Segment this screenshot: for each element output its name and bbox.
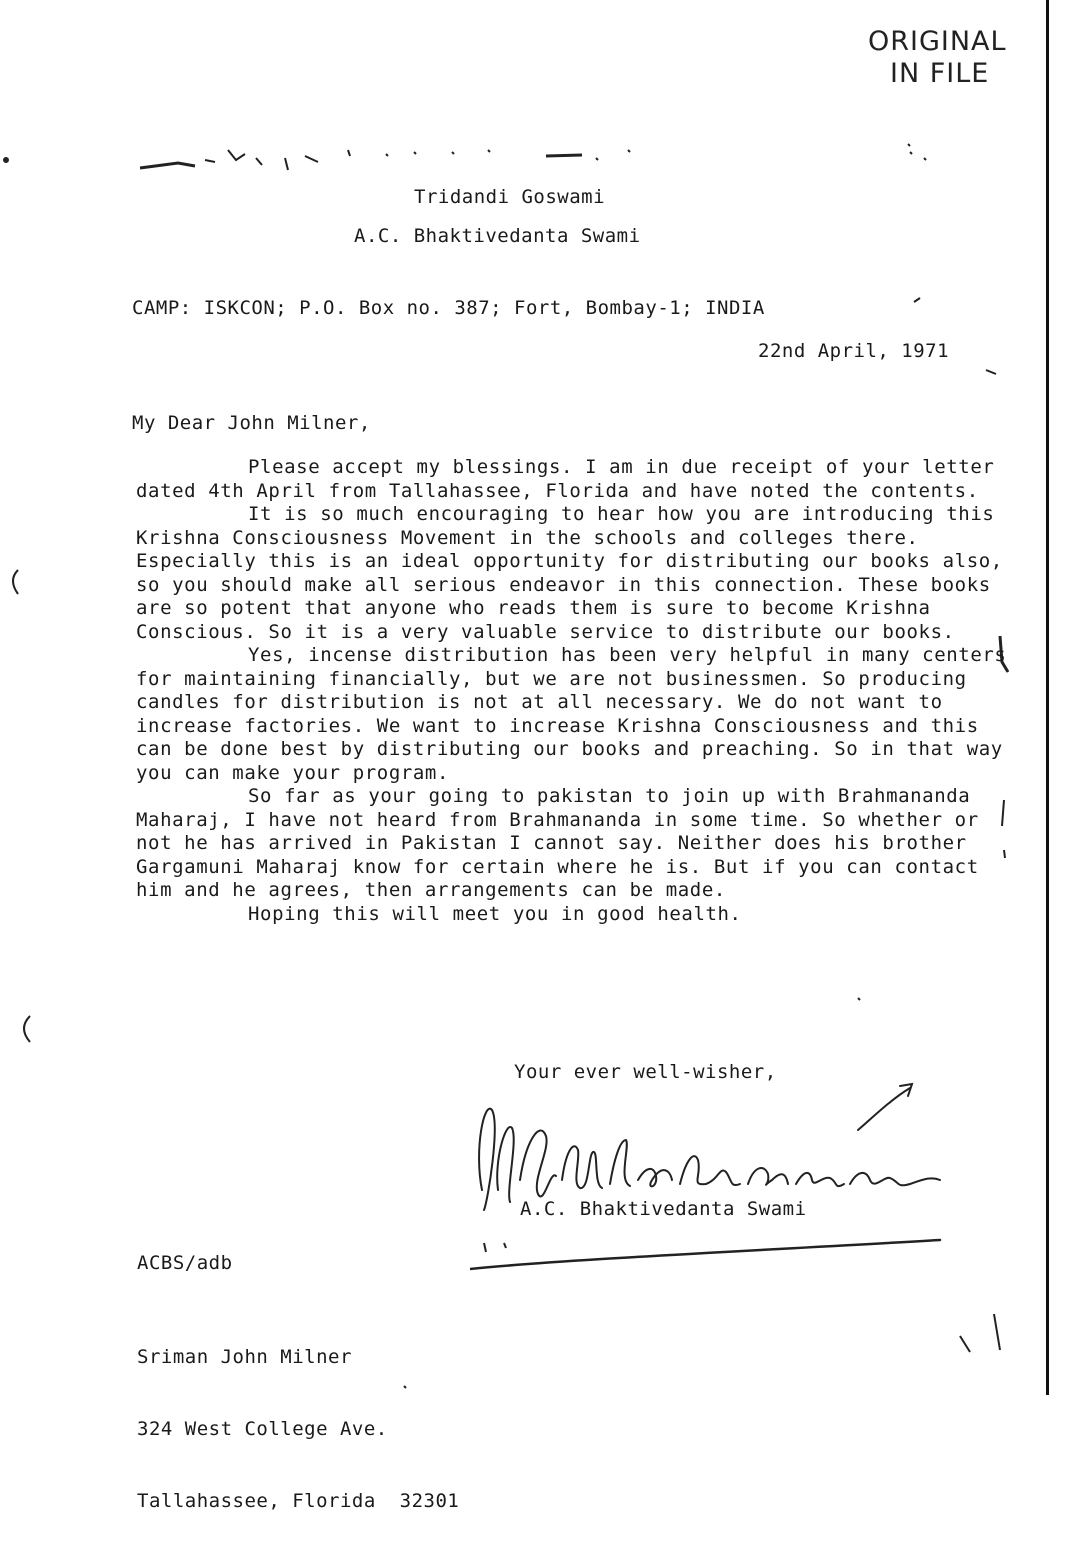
- address-line-3: Tallahassee, Florida 32301: [137, 1490, 460, 1512]
- reference-initials: ACBS/adb: [137, 1252, 233, 1274]
- paragraph-1: Please accept my blessings. I am in due receipt of your letter dated 4th April from Tallahassee, Florida and have noted the contents.: [136, 456, 995, 502]
- letter-body: [136, 456, 1016, 926]
- salutation: My Dear John Milner,: [132, 412, 371, 434]
- recipient-address: [137, 1297, 459, 1561]
- paragraph-5: Hoping this will meet you in good health.: [248, 902, 742, 925]
- closing: Your ever well-wisher,: [514, 1061, 777, 1083]
- address-line-1: Sriman John Milner: [137, 1346, 352, 1368]
- paragraph-4: So far as your going to pakistan to join up with Brahmananda Maharaj, I have not heard from Brahmananda in some time. So whether or not he has arrived in Pakistan I cannot say. Neither does his brother Gargamuni Maharaj know for certain where he is. But if you can contact him and he agrees, then arrangements can be made.: [136, 785, 979, 901]
- letterhead-title: Tridandi Goswami: [414, 186, 606, 208]
- stamp-line-2: IN FILE: [890, 58, 990, 89]
- paragraph-2: It is so much encouraging to hear how you are introducing this Krishna Consciousness Movement in the schools and colleges there. Especially this is an ideal opportunity for distributing our books also, so you should make all serious endeavor in this connection. These books are so potent that anyone who reads them is sure to become Krishna Conscious. So it is a very valuable service to distribute our books.: [136, 503, 1003, 643]
- signature-typed-name: A.C. Bhaktivedanta Swami: [520, 1198, 807, 1220]
- stamp-line-1: ORIGINAL: [868, 26, 1007, 57]
- letterhead-name: A.C. Bhaktivedanta Swami: [354, 225, 641, 247]
- letter-date: 22nd April, 1971: [758, 340, 950, 362]
- handwritten-signature: [470, 1080, 970, 1280]
- letterhead-camp-address: CAMP: ISKCON; P.O. Box no. 387; Fort, Bombay-1; INDIA: [132, 297, 765, 319]
- address-line-2: 324 West College Ave.: [137, 1418, 388, 1440]
- paragraph-3: Yes, incense distribution has been very helpful in many centers for maintaining financially, but we are not businessmen. So producing candles for distribution is not at all necessary. We do not want to increase factories. We want to increase Krishna Consciousness and this can be done best by distributing our books and preaching. So in that way you can make your program.: [136, 644, 1007, 784]
